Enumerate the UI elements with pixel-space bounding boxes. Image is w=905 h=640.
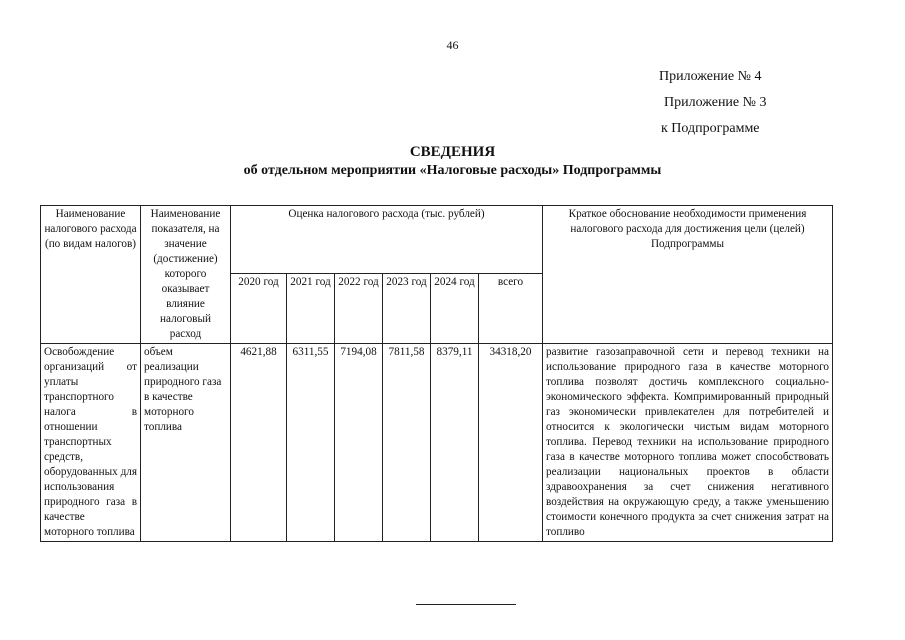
document-title: СВЕДЕНИЯ bbox=[409, 144, 496, 160]
cell-value-2022: 7194,08 bbox=[335, 344, 383, 542]
document-subtitle: об отдельном мероприятии «Налоговые расходы» Подпрограммы bbox=[243, 163, 662, 178]
header-year-2023: 2023 год bbox=[383, 274, 431, 344]
cell-indicator: объем реализации природного газа в качестве моторного топлива bbox=[141, 344, 231, 542]
appendix-line-1: Приложение № 4 bbox=[659, 69, 762, 84]
cell-value-2023: 7811,58 bbox=[383, 344, 431, 542]
page-number: 46 bbox=[446, 38, 459, 52]
cell-justification: развитие газозаправочной сети и перевод техники на использование природного газа в качестве моторного топлива позволят достичь комплексного социально-экономического эффекта. Компримированный природный газ экономически привлекателен для потребителей и относится к экологически чистым видам моторного топлива. Перевод техники на использование природного газа в качестве моторного топлива может способствовать реализации национальных проектов в области здравоохранения за счет снижения негативного воздействия на окружающую среду, а также уменьшению стоимости конечного продукта за счет снижения затрат на топливо bbox=[543, 344, 833, 542]
table-header-row bbox=[41, 206, 833, 274]
header-total: всего bbox=[479, 274, 543, 344]
header-estimate: Оценка налогового расхода (тыс. рублей) bbox=[231, 206, 543, 274]
header-year-2021: 2021 год bbox=[287, 274, 335, 344]
header-year-2022: 2022 год bbox=[335, 274, 383, 344]
table-row bbox=[41, 344, 833, 542]
cell-value-2020: 4621,88 bbox=[231, 344, 287, 542]
header-indicator: Наименование показателя, на значение (достижение) которого оказывает влияние налоговый расход bbox=[141, 206, 231, 344]
footer-divider bbox=[416, 604, 516, 605]
appendix-line-2: Приложение № 3 bbox=[664, 95, 767, 110]
header-justification: Краткое обоснование необходимости применения налогового расхода для достижения цели (целей) Подпрограммы bbox=[543, 206, 833, 344]
header-tax-expense-name: Наименование налогового расхода (по видам налогов) bbox=[41, 206, 141, 344]
tax-expense-table bbox=[40, 205, 833, 542]
cell-value-total: 34318,20 bbox=[479, 344, 543, 542]
cell-value-2024: 8379,11 bbox=[431, 344, 479, 542]
appendix-line-3: к Подпрограмме bbox=[661, 121, 760, 136]
header-year-2020: 2020 год bbox=[231, 274, 287, 344]
cell-value-2021: 6311,55 bbox=[287, 344, 335, 542]
header-year-2024: 2024 год bbox=[431, 274, 479, 344]
cell-tax-expense-name: Освобождение организаций от уплаты транспортного налога в отношении транспортных средств, оборудованных для использования природного газа в качестве моторного топлива bbox=[41, 344, 141, 542]
